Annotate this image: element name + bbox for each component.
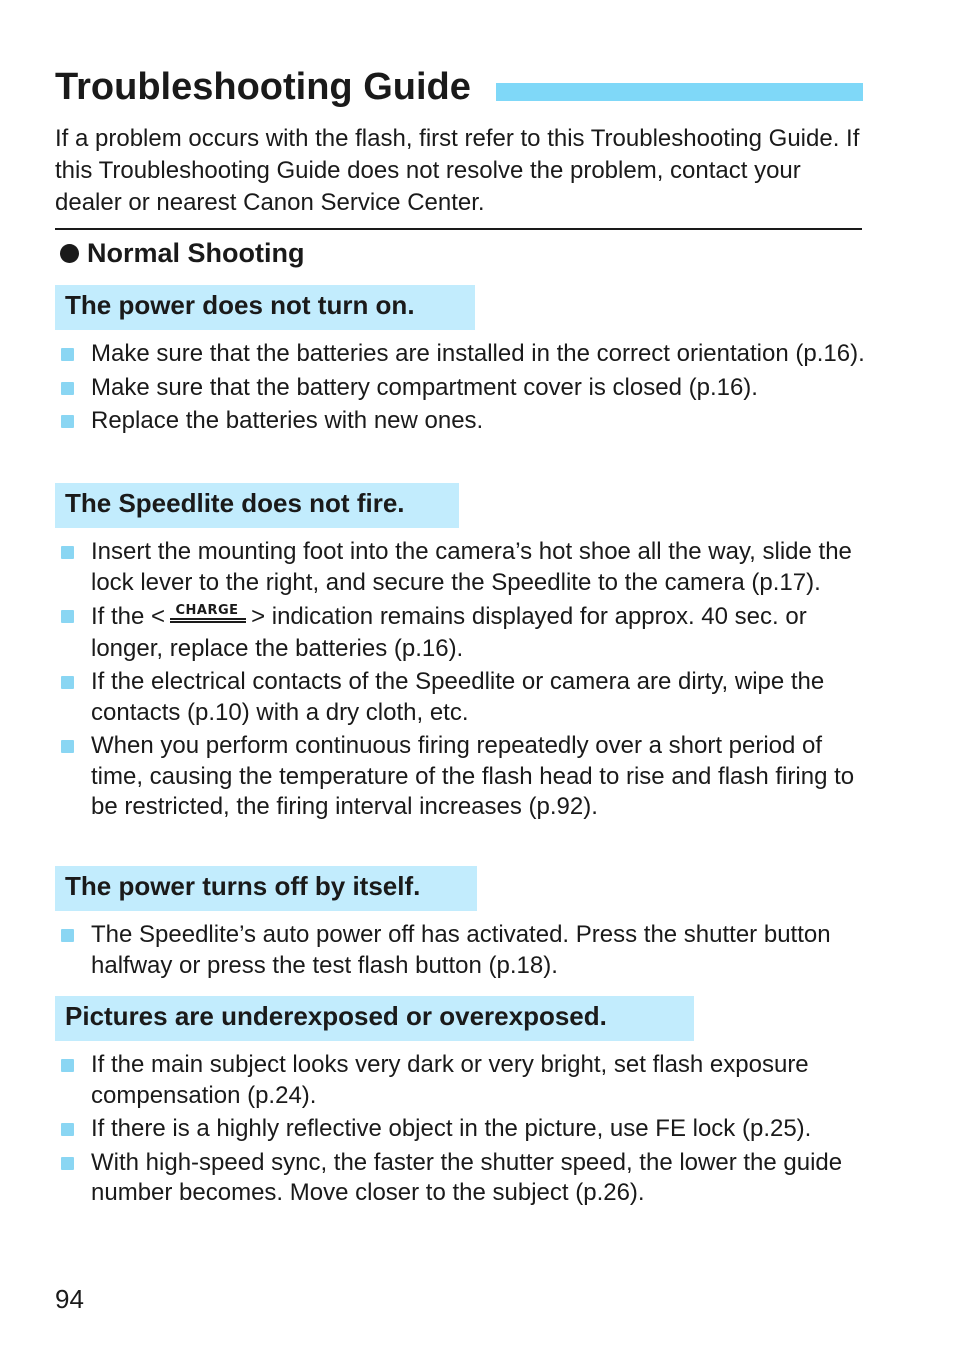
list-item xyxy=(0,406,866,437)
list-item-text: Insert the mounting foot into the camera’s hot shoe all the way, slide the lock lever to the right, and secure the Speedlite to the camera (p.17). xyxy=(91,538,852,596)
topic-list-exposure xyxy=(0,1050,954,1212)
section-heading xyxy=(60,236,305,270)
topic-heading-exposure: Pictures are underexposed or overexposed. xyxy=(55,996,694,1041)
bullet-square-icon xyxy=(61,382,74,395)
list-item-text: The Speedlite’s auto power off has activated. Press the shutter button halfway or press the test flash button (p.18). xyxy=(91,921,831,979)
list-item xyxy=(0,373,866,404)
bullet-square-icon xyxy=(61,929,74,942)
bullet-disc-icon xyxy=(60,244,79,263)
bullet-square-icon xyxy=(61,676,74,689)
charge-indicator-icon xyxy=(167,601,249,634)
title-accent-bar xyxy=(496,83,863,101)
list-item-text-after: > indication remains displayed for approx. 40 sec. or longer, replace the batteries (p.16). xyxy=(91,603,807,662)
list-item xyxy=(0,1148,866,1209)
topic-heading-speedlite-not-fire: The Speedlite does not fire. xyxy=(55,483,459,528)
list-item xyxy=(0,667,866,728)
page-title: Troubleshooting Guide xyxy=(55,66,471,108)
list-item-text-before: If the < xyxy=(91,603,166,630)
list-item-text: If the electrical contacts of the Speedlite or camera are dirty, wipe the contacts (p.10) with a dry cloth, etc. xyxy=(91,668,825,726)
list-item-text: Make sure that the battery compartment cover is closed (p.16). xyxy=(91,373,758,401)
list-item-text: When you perform continuous firing repeatedly over a short period of time, causing the temperature of the flash head to rise and flash firing to be restricted, the firing interval increases (p.92). xyxy=(91,732,855,820)
list-item-text: Replace the batteries with new ones. xyxy=(91,407,484,434)
list-item xyxy=(0,1114,866,1145)
topic-heading-power-turns-off: The power turns off by itself. xyxy=(55,866,477,911)
bullet-square-icon xyxy=(61,1157,74,1170)
bullet-square-icon xyxy=(61,610,74,623)
list-item xyxy=(0,920,866,981)
divider xyxy=(55,228,862,230)
list-item-text: If there is a highly reflective object in the picture, use FE lock (p.25). xyxy=(91,1115,812,1142)
intro-paragraph: If a problem occurs with the flash, first refer to this Troubleshooting Guide. If this Troubleshooting Guide does not resolve the problem, contact your dealer or nearest Canon Service Center. xyxy=(55,125,860,216)
list-item-text: With high-speed sync, the faster the shutter speed, the lower the guide number becomes. Move closer to the subject (p.26). xyxy=(91,1148,843,1206)
list-item xyxy=(0,731,866,823)
list-item xyxy=(0,537,866,598)
page-number: 94 xyxy=(55,1284,84,1314)
bullet-square-icon xyxy=(61,546,74,559)
bullet-square-icon xyxy=(61,348,74,361)
topic-list-speedlite-not-fire xyxy=(0,537,954,826)
list-item-text: Make sure that the batteries are installed in the correct orientation (p.16). xyxy=(91,340,865,367)
list-item xyxy=(0,1050,866,1111)
topic-heading-power-not-on: The power does not turn on. xyxy=(55,285,475,330)
topic-list-power-not-on xyxy=(0,339,954,440)
section-heading-label: Normal Shooting xyxy=(87,238,305,268)
bullet-square-icon xyxy=(61,740,74,753)
charge-icon-label: CHARGE xyxy=(175,603,239,618)
bullet-square-icon xyxy=(61,1123,74,1136)
list-item xyxy=(0,339,866,370)
list-item-text: If the main subject looks very dark or very bright, set flash exposure compensation (p.24). xyxy=(91,1051,809,1109)
list-item xyxy=(0,601,866,664)
bullet-square-icon xyxy=(61,415,74,428)
bullet-square-icon xyxy=(61,1059,74,1072)
topic-list-power-turns-off xyxy=(0,920,954,984)
